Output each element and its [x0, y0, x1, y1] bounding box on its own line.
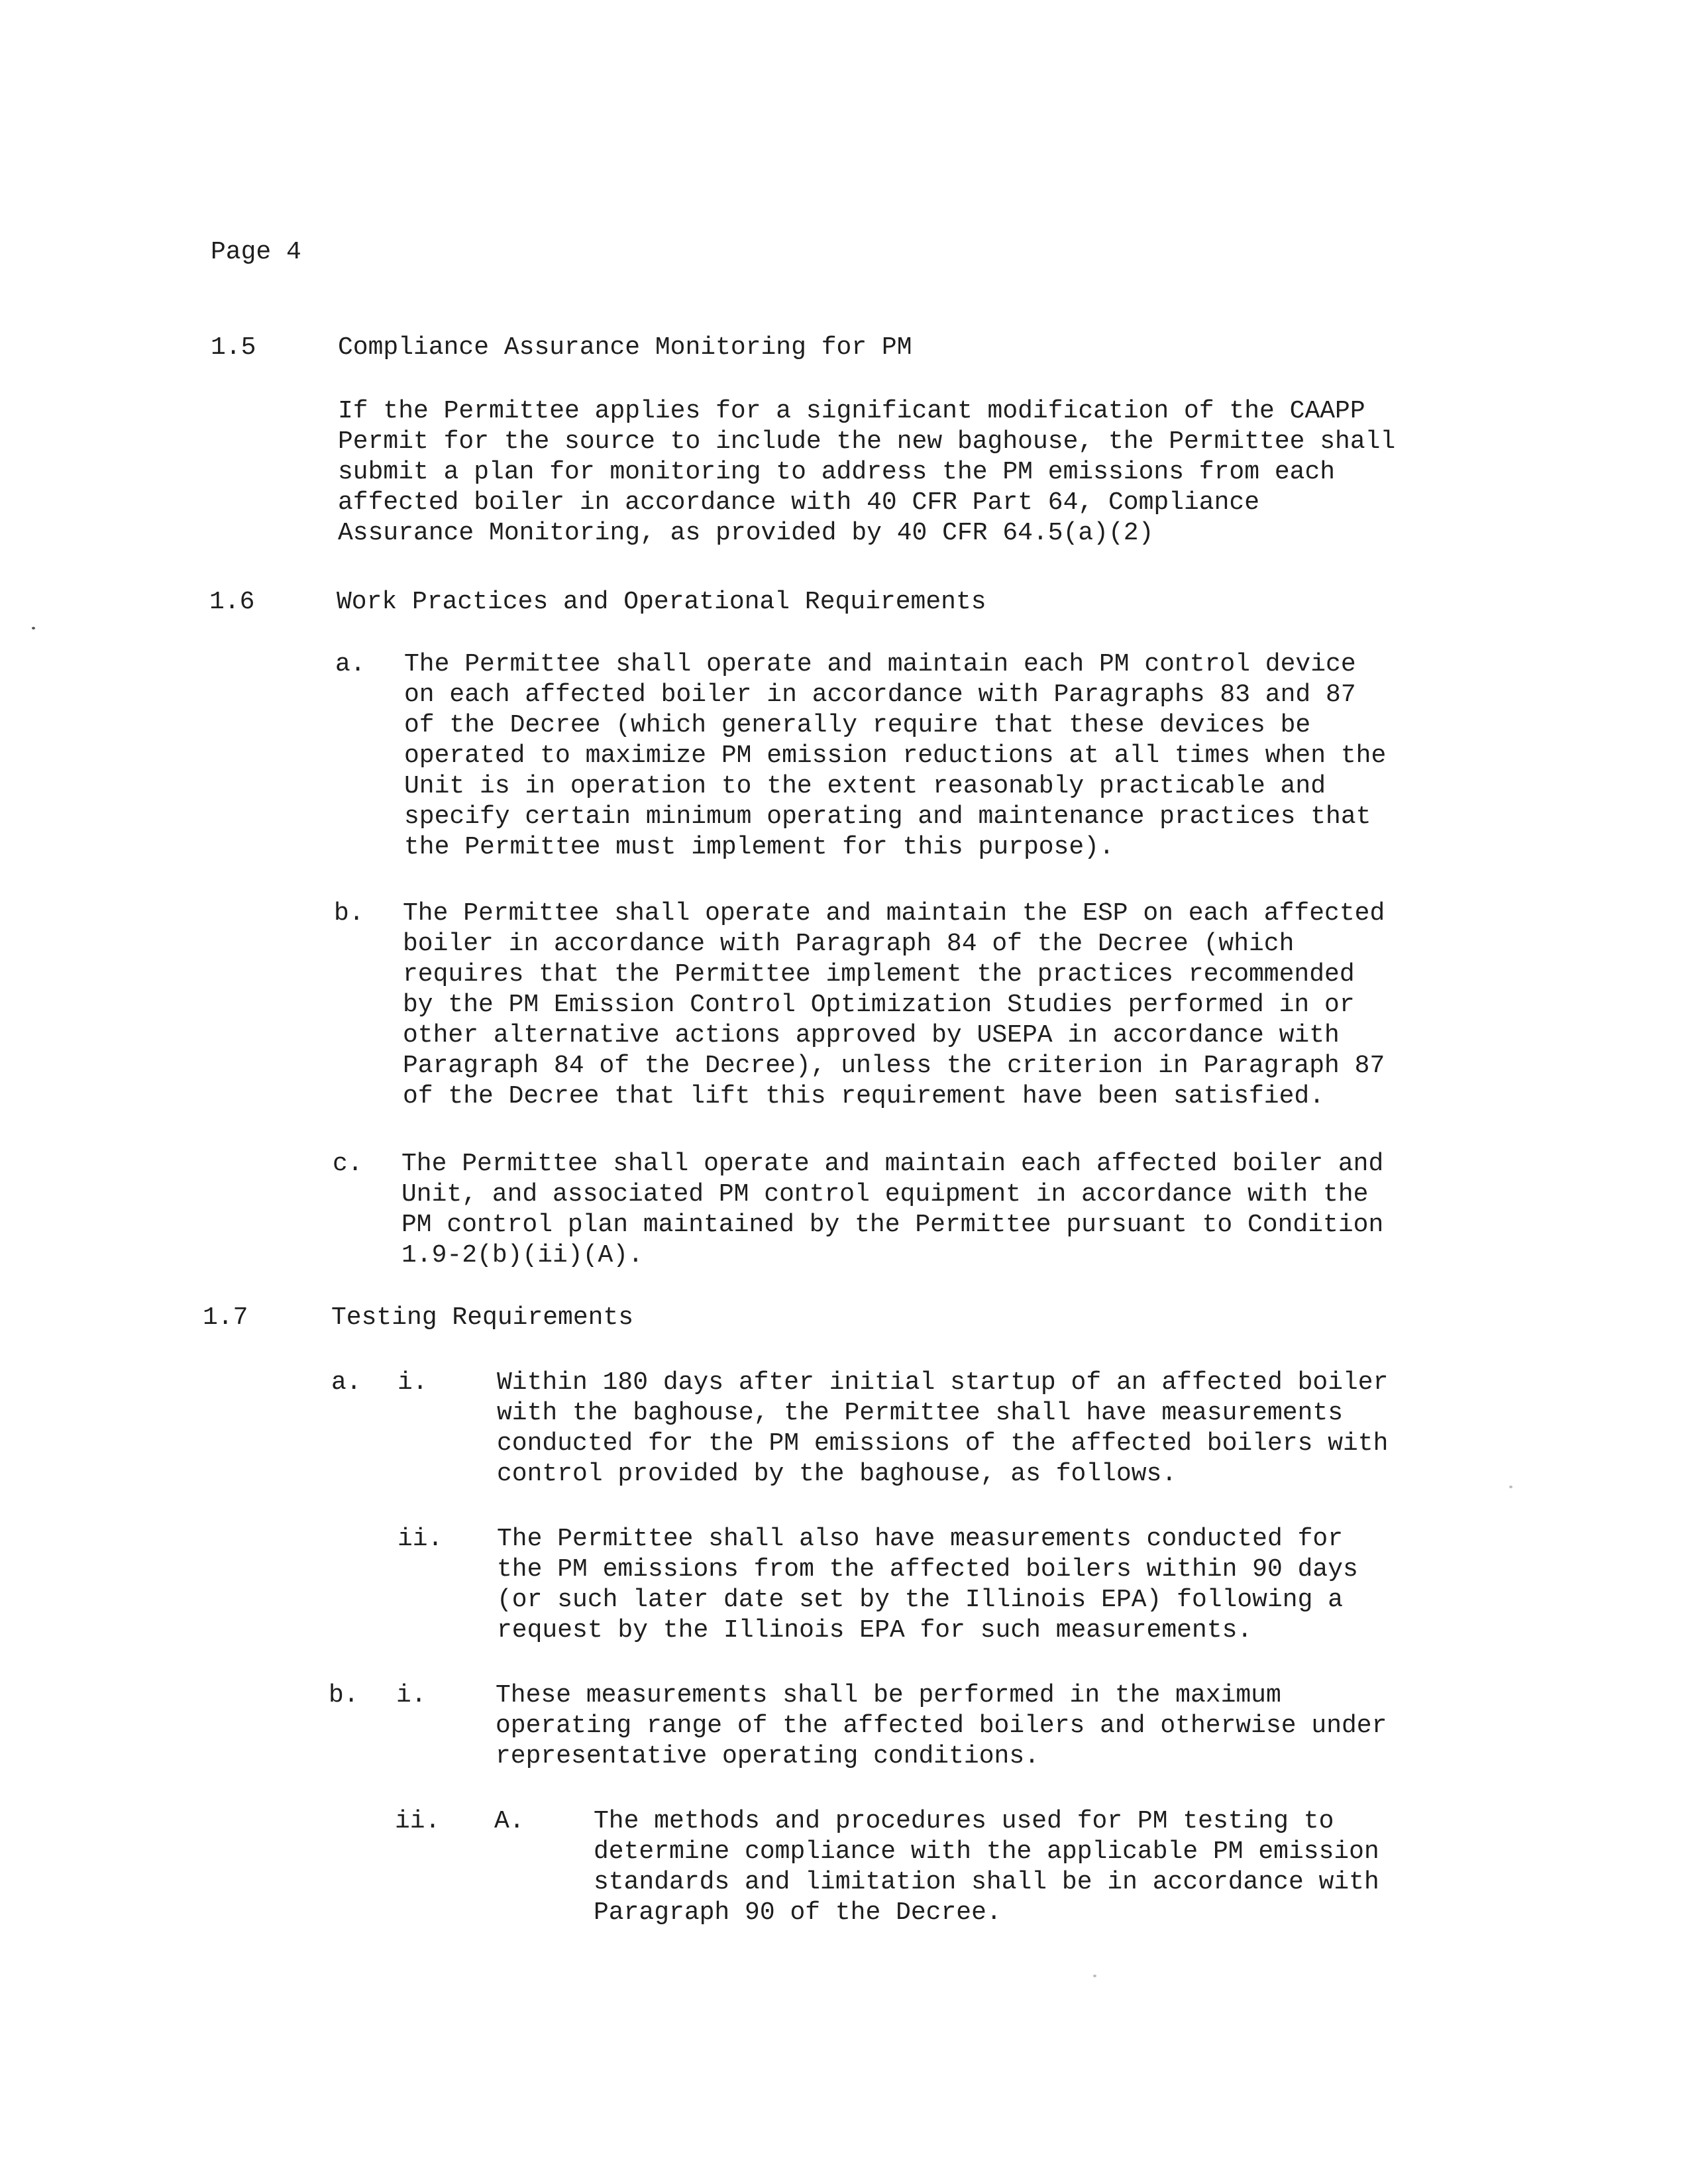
item-sub-label: ii.	[398, 1525, 443, 1553]
item-text: The Permittee shall operate and maintain each affected boiler and Unit, and associated PM control equipment in accordance with the PM control plan maintained by the Permittee pursuant to Condition 1.9-2(b)(ii)(A).	[401, 1150, 1384, 1270]
item-label: a.	[335, 650, 366, 679]
item-text: The Permittee shall operate and maintain the ESP on each affected boiler in accordance with Paragraph 84 of the Decree (which requires that the Permittee implement the practices recommended by the PM Emission Control Optimization Studies performed in or other alternative actions approved by USEPA in accordance with Paragraph 84 of the Decree), unless the criterion in Paragraph 87 of the Decree that lift this requirement have been satisfied.	[403, 899, 1385, 1111]
scan-speck	[1509, 1486, 1512, 1488]
section-title: Testing Requirements	[331, 1303, 634, 1332]
section-title: Work Practices and Operational Requirements	[337, 588, 986, 616]
item-sub-label: i.	[396, 1681, 427, 1710]
item-label: b.	[334, 899, 364, 928]
item-label: c.	[333, 1150, 363, 1178]
item-text: The Permittee shall also have measurements conducted for the PM emissions from the affected boilers within 90 days (or such later date set by the Illinois EPA) following a request by the Illinois EPA for such measurements.	[497, 1525, 1358, 1645]
item-sub-label: ii.	[395, 1807, 441, 1835]
item-sub-sub-label: A.	[494, 1807, 525, 1835]
scan-speck	[1093, 1975, 1096, 1977]
item-text: The Permittee shall operate and maintain each PM control device on each affected boiler in accordance with Paragraphs 83 and 87 of the Decree (which generally require that these devices be operated to maximize PM emission reductions at all times when the Unit is in operation to the extent reasonably practicable and specify certain minimum operating and maintenance practices that the Permittee must implement for this purpose).	[404, 650, 1387, 861]
item-text: Within 180 days after initial startup of an affected boiler with the baghouse, the Permittee shall have measurements conducted for the PM emissions of the affected boilers with control provided by the baghouse, as follows.	[497, 1368, 1389, 1488]
scan-speck	[32, 627, 35, 629]
item-text: The methods and procedures used for PM testing to determine compliance with the applicable PM emission standards and limitation shall be in accordance with Paragraph 90 of the Decree.	[594, 1807, 1379, 1927]
section-number: 1.5	[211, 333, 256, 362]
page-number: Page 4	[211, 238, 301, 266]
section-number: 1.6	[209, 588, 255, 616]
item-sub-label: i.	[398, 1368, 428, 1397]
section-number: 1.7	[203, 1303, 248, 1332]
section-title: Compliance Assurance Monitoring for PM	[338, 333, 912, 362]
item-label: b.	[329, 1681, 359, 1710]
section-paragraph: If the Permittee applies for a significant modification of the CAAPP Permit for the source to include the new baghouse, the Permittee shall submit a plan for monitoring to address the PM emissions from each affected boiler in accordance with 40 CFR Part 64, Compliance Assurance Monitoring, as provided by 40 CFR 64.5(a)(2)	[338, 397, 1396, 547]
item-text: These measurements shall be performed in the maximum operating range of the affected boilers and otherwise under representative operating conditions.	[496, 1681, 1387, 1771]
item-label: a.	[331, 1368, 362, 1397]
